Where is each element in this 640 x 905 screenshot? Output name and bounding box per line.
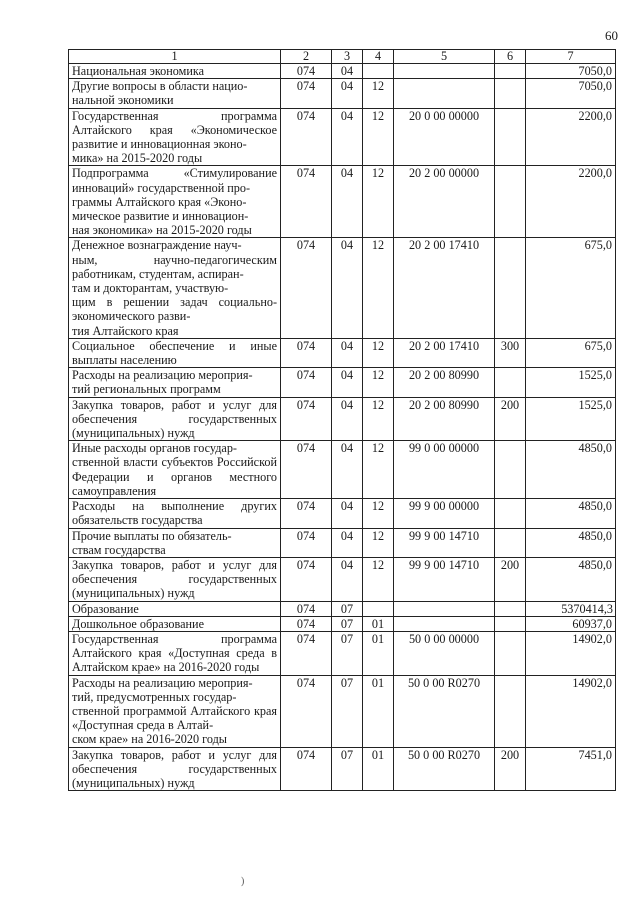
table-row [69, 338, 616, 367]
cell-sum: 7451,0 [526, 747, 616, 791]
cell-sum: 60937,0 [526, 616, 616, 631]
cell-rz: 04 [332, 441, 363, 499]
cell-name: Другие вопросы в области нацио- нальной экономики [69, 79, 281, 108]
cell-pr: 01 [363, 675, 394, 747]
cell-pr [363, 601, 394, 616]
cell-pr: 12 [363, 166, 394, 238]
cell-csr: 99 0 00 00000 [394, 441, 495, 499]
cell-sum: 4850,0 [526, 557, 616, 601]
table-row [69, 238, 616, 338]
table-row [69, 631, 616, 675]
cell-csr: 99 9 00 14710 [394, 557, 495, 601]
cell-sum: 4850,0 [526, 441, 616, 499]
header-col-2: 2 [281, 50, 332, 64]
cell-pr: 12 [363, 368, 394, 397]
header-col-4: 4 [363, 50, 394, 64]
cell-vr [495, 675, 526, 747]
cell-vr [495, 108, 526, 166]
cell-vr [495, 616, 526, 631]
cell-name: Образование [69, 601, 281, 616]
cell-vr [495, 368, 526, 397]
cell-vr [495, 238, 526, 338]
cell-name: Расходы на реализацию мероприя- тий региональных программ [69, 368, 281, 397]
cell-vr [495, 64, 526, 79]
cell-rz: 04 [332, 166, 363, 238]
table-row [69, 557, 616, 601]
cell-name: Денежное вознаграждение науч- ным, научно-педагогическим работникам, студентам, аспиран- там и докторантам, участвую- щим в решении задач социально-экономического разви- тия Алтайского края [69, 238, 281, 338]
cell-rz: 04 [332, 368, 363, 397]
table-row [69, 166, 616, 238]
cell-pr: 12 [363, 499, 394, 528]
cell-vr [495, 528, 526, 557]
cell-vr [495, 441, 526, 499]
cell-csr [394, 79, 495, 108]
cell-ved: 074 [281, 108, 332, 166]
cell-sum: 675,0 [526, 338, 616, 367]
header-col-6: 6 [495, 50, 526, 64]
cell-rz: 04 [332, 108, 363, 166]
cell-ved: 074 [281, 747, 332, 791]
cell-name: Государственная программа Алтайского края «Доступная среда в Алтайском крае» на 2016-2020 годы [69, 631, 281, 675]
header-col-7: 7 [526, 50, 616, 64]
cell-pr: 01 [363, 747, 394, 791]
header-col-3: 3 [332, 50, 363, 64]
cell-rz: 07 [332, 631, 363, 675]
cell-rz: 04 [332, 338, 363, 367]
cell-ved: 074 [281, 675, 332, 747]
cell-csr: 99 9 00 00000 [394, 499, 495, 528]
table-row [69, 616, 616, 631]
page-number: 60 [605, 28, 618, 43]
cell-ved: 074 [281, 368, 332, 397]
cell-csr: 20 2 00 17410 [394, 338, 495, 367]
cell-pr [363, 64, 394, 79]
cell-name: Закупка товаров, работ и услуг для обеспечения государственных (муниципальных) нужд [69, 397, 281, 441]
cell-ved: 074 [281, 238, 332, 338]
cell-csr: 50 0 00 R0270 [394, 675, 495, 747]
budget-table [68, 49, 616, 791]
cell-ved: 074 [281, 616, 332, 631]
cell-csr: 20 2 00 80990 [394, 368, 495, 397]
cell-csr: 20 2 00 17410 [394, 238, 495, 338]
cell-rz: 07 [332, 747, 363, 791]
cell-rz: 07 [332, 616, 363, 631]
cell-sum: 2200,0 [526, 166, 616, 238]
cell-vr: 200 [495, 747, 526, 791]
table-row [69, 368, 616, 397]
cell-pr: 12 [363, 238, 394, 338]
table-row [69, 747, 616, 791]
cell-name: Иные расходы органов государ- ственной власти субъектов Российской Федерации и органов местного самоуправления [69, 441, 281, 499]
cell-csr: 99 9 00 14710 [394, 528, 495, 557]
cell-pr: 12 [363, 79, 394, 108]
cell-csr: 50 0 00 00000 [394, 631, 495, 675]
table-row [69, 601, 616, 616]
cell-name: Расходы на реализацию мероприя- тий, предусмотренных государ- ственной программой Алтайского края «Доступная среда в Алтай- ском крае» на 2016-2020 годы [69, 675, 281, 747]
cell-sum: 4850,0 [526, 499, 616, 528]
table-row [69, 675, 616, 747]
cell-ved: 074 [281, 166, 332, 238]
header-col-5: 5 [394, 50, 495, 64]
cell-pr: 12 [363, 397, 394, 441]
table-row [69, 528, 616, 557]
cell-vr [495, 499, 526, 528]
cell-pr: 01 [363, 631, 394, 675]
scan-mark: ) [241, 876, 245, 887]
cell-vr [495, 79, 526, 108]
table-row [69, 397, 616, 441]
cell-sum: 1525,0 [526, 397, 616, 441]
cell-ved: 074 [281, 631, 332, 675]
cell-sum: 675,0 [526, 238, 616, 338]
cell-name: Расходы на выполнение других обязательств государства [69, 499, 281, 528]
cell-pr: 12 [363, 441, 394, 499]
table-row [69, 441, 616, 499]
cell-rz: 04 [332, 79, 363, 108]
cell-ved: 074 [281, 338, 332, 367]
cell-pr: 12 [363, 557, 394, 601]
cell-vr: 200 [495, 557, 526, 601]
cell-sum: 14902,0 [526, 675, 616, 747]
cell-ved: 074 [281, 499, 332, 528]
table-row [69, 79, 616, 108]
cell-csr: 20 0 00 00000 [394, 108, 495, 166]
cell-ved: 074 [281, 528, 332, 557]
cell-ved: 074 [281, 64, 332, 79]
cell-csr: 50 0 00 R0270 [394, 747, 495, 791]
table-row [69, 64, 616, 79]
cell-vr: 200 [495, 397, 526, 441]
cell-pr: 01 [363, 616, 394, 631]
cell-sum: 2200,0 [526, 108, 616, 166]
cell-vr [495, 601, 526, 616]
cell-rz: 04 [332, 238, 363, 338]
cell-csr [394, 64, 495, 79]
cell-rz: 04 [332, 499, 363, 528]
cell-ved: 074 [281, 397, 332, 441]
cell-vr: 300 [495, 338, 526, 367]
cell-rz: 07 [332, 601, 363, 616]
cell-sum: 7050,0 [526, 64, 616, 79]
cell-name: Закупка товаров, работ и услуг для обеспечения государственных (муниципальных) нужд [69, 557, 281, 601]
cell-csr [394, 601, 495, 616]
table-header-row [69, 50, 616, 64]
cell-name: Социальное обеспечение и иные выплаты населению [69, 338, 281, 367]
cell-csr: 20 2 00 80990 [394, 397, 495, 441]
cell-ved: 074 [281, 601, 332, 616]
cell-name: Дошкольное образование [69, 616, 281, 631]
cell-sum: 1525,0 [526, 368, 616, 397]
table-row [69, 108, 616, 166]
header-col-1: 1 [69, 50, 281, 64]
cell-rz: 04 [332, 557, 363, 601]
cell-rz: 07 [332, 675, 363, 747]
cell-sum: 5370414,3 [526, 601, 616, 616]
cell-sum: 14902,0 [526, 631, 616, 675]
cell-name: Национальная экономика [69, 64, 281, 79]
cell-sum: 7050,0 [526, 79, 616, 108]
cell-csr [394, 616, 495, 631]
cell-pr: 12 [363, 338, 394, 367]
cell-vr [495, 166, 526, 238]
cell-ved: 074 [281, 441, 332, 499]
cell-rz: 04 [332, 397, 363, 441]
cell-vr [495, 631, 526, 675]
cell-name: Подпрограмма «Стимулирование инноваций» государственной про- граммы Алтайского края «Эконо- мическое развитие и инновацион- ная экономика» на 2015-2020 годы [69, 166, 281, 238]
cell-rz: 04 [332, 528, 363, 557]
cell-name: Прочие выплаты по обязатель- ствам государства [69, 528, 281, 557]
cell-ved: 074 [281, 79, 332, 108]
cell-pr: 12 [363, 528, 394, 557]
cell-pr: 12 [363, 108, 394, 166]
cell-ved: 074 [281, 557, 332, 601]
cell-rz: 04 [332, 64, 363, 79]
table-row [69, 499, 616, 528]
cell-sum: 4850,0 [526, 528, 616, 557]
cell-csr: 20 2 00 00000 [394, 166, 495, 238]
cell-name: Закупка товаров, работ и услуг для обеспечения государственных (муниципальных) нужд [69, 747, 281, 791]
cell-name: Государственная программа Алтайского края «Экономическое развитие и инновационная эконо- мика» на 2015-2020 годы [69, 108, 281, 166]
